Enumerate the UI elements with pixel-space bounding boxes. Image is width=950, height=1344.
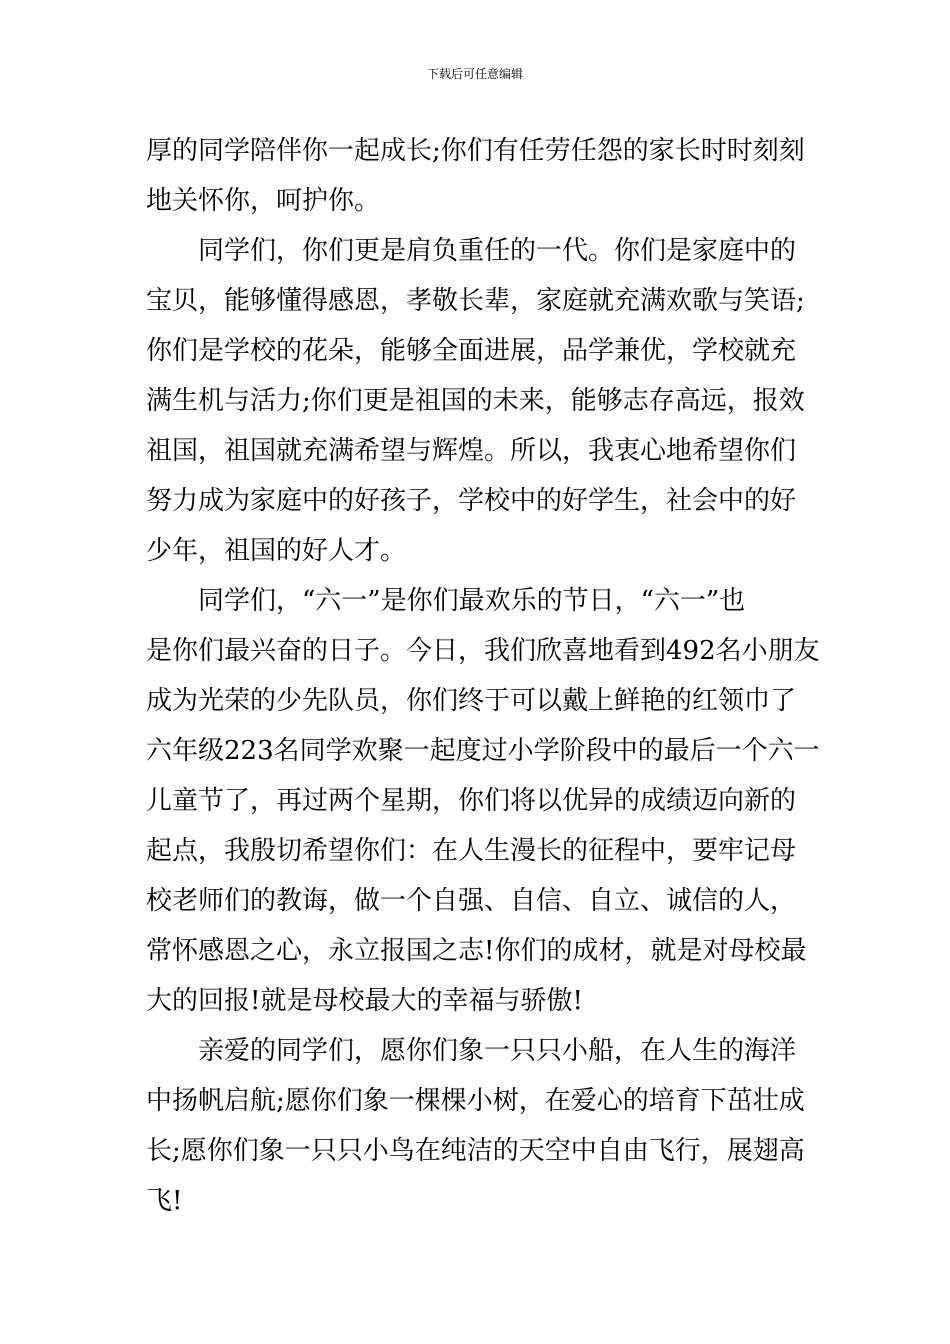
text-line-19: 亲爱的同学们，愿你们象一只只小船，在人生的海洋 — [146, 1036, 797, 1066]
text-line-2: 地关怀你，呵护你。 — [146, 186, 381, 216]
text-line-10: 同学们，“六一”是你们最欢乐的节日，“六一”也 — [146, 586, 746, 616]
text-line-12: 成为光荣的少先队员，你们终于可以戴上鲜艳的红领巾了 — [146, 686, 797, 716]
text-line-5: 你们是学校的花朵，能够全面进展，品学兼优，学校就充 — [146, 336, 797, 366]
text-line-7: 祖国，祖国就充满希望与辉煌。所以，我衷心地希望你们 — [146, 436, 797, 466]
text-line-17: 常怀感恩之心，永立报国之志!你们的成材，就是对母校最 — [146, 936, 807, 966]
text-line-11: 是你们最兴奋的日子。今日，我们欣喜地看到492名小朋友 — [146, 636, 820, 666]
page-header: 下载后可任意编辑 — [426, 67, 523, 81]
text-line-1: 厚的同学陪伴你一起成长;你们有任劳任怨的家长时时刻刻 — [146, 136, 805, 166]
text-line-16: 校老师们的教诲，做一个自强、自信、自立、诚信的人， — [146, 886, 797, 916]
text-line-21: 长;愿你们象一只只小鸟在纯洁的天空中自由飞行，展翅高 — [146, 1136, 805, 1166]
text-line-8: 努力成为家庭中的好孩子，学校中的好学生，社会中的好 — [146, 486, 797, 516]
text-line-3: 同学们，你们更是肩负重任的一代。你们是家庭中的 — [146, 236, 797, 266]
text-line-18: 大的回报!就是母校最大的幸福与骄傲! — [146, 986, 583, 1016]
text-line-13: 六年级223名同学欢聚一起度过小学阶段中的最后一个六一 — [146, 736, 820, 766]
text-line-6: 满生机与活力;你们更是祖国的未来，能够志存高远，报效 — [146, 386, 805, 416]
text-line-15: 起点，我殷切希望你们：在人生漫长的征程中，要牢记母 — [146, 836, 797, 866]
text-line-20: 中扬帆启航;愿你们象一棵棵小树，在爱心的培育下茁壮成 — [146, 1086, 805, 1116]
text-line-4: 宝贝，能够懂得感恩，孝敬长辈，家庭就充满欢歌与笑语; — [146, 286, 805, 316]
text-line-14: 儿童节了，再过两个星期，你们将以优异的成绩迈向新的 — [146, 786, 797, 816]
text-line-9: 少年，祖国的好人才。 — [146, 536, 407, 566]
text-line-22: 飞! — [146, 1186, 183, 1216]
